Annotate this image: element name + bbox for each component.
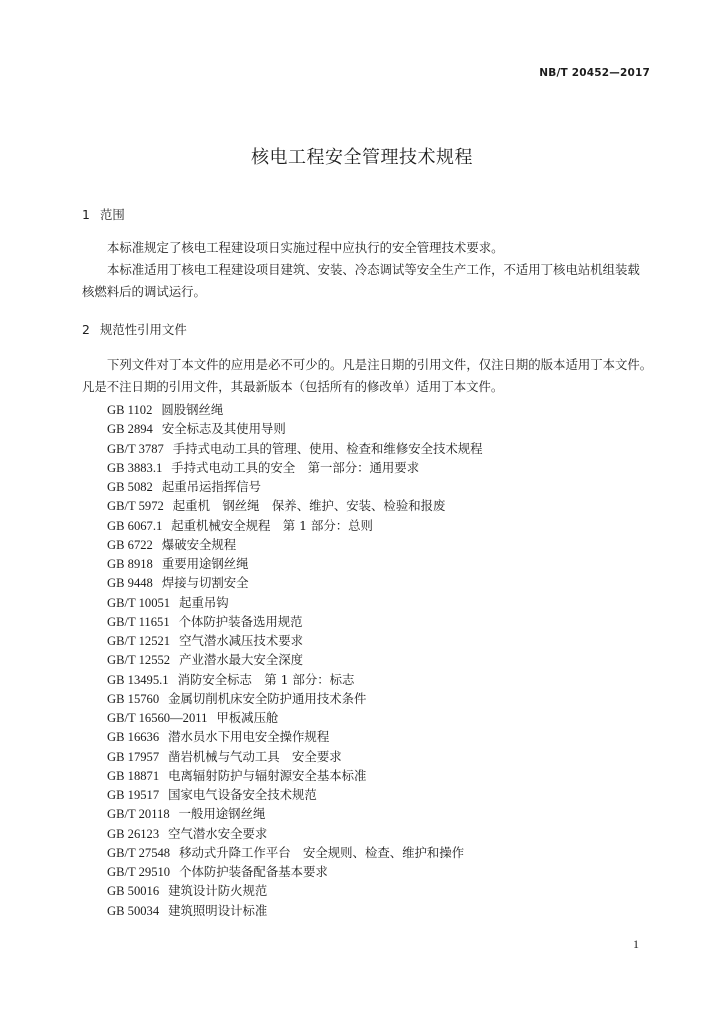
reference-item xyxy=(107,650,667,669)
reference-code: GB/T 16560—2011 xyxy=(107,711,208,725)
reference-title: 空气潜水减压技术要求 xyxy=(179,633,303,648)
reference-item xyxy=(107,554,667,573)
reference-item xyxy=(107,670,667,689)
reference-title: 产业潜水最大安全深度 xyxy=(179,652,303,668)
reference-title: 消防安全标志 第 1 部分：标志 xyxy=(177,671,355,687)
reference-item xyxy=(107,516,667,535)
standard-code-header: NB/T 20452—2017 xyxy=(539,67,650,79)
reference-code: GB 17957 xyxy=(107,749,160,764)
reference-title: 国家电气设备安全技术规范 xyxy=(168,787,317,802)
reference-code: GB/T 12521 xyxy=(107,634,171,648)
reference-item xyxy=(107,400,667,419)
section-title: 规范性引用文件 xyxy=(100,322,187,337)
paragraph-line: 核燃料后的调试运行。 xyxy=(82,284,206,299)
reference-item xyxy=(107,843,667,862)
reference-item xyxy=(107,804,667,823)
reference-code: GB 50034 xyxy=(107,903,160,918)
paragraph-line: 本标准适用丁核电工程建设项目建筑、安装、冷态调试等安全生产工作，不适用丁核电站机组装载 xyxy=(107,262,640,277)
reference-item xyxy=(107,824,667,843)
reference-code: GB 26123 xyxy=(107,826,160,841)
reference-code: GB/T 29510 xyxy=(107,865,171,879)
reference-item xyxy=(107,747,667,766)
reference-title: 建筑设计防火规范 xyxy=(168,883,268,899)
reference-code: GB 9448 xyxy=(107,576,153,591)
reference-item xyxy=(107,496,667,515)
reference-code: GB/T 5972 xyxy=(107,499,164,514)
reference-code: GB/T 27548 xyxy=(107,845,171,860)
reference-item xyxy=(107,535,667,554)
reference-item xyxy=(107,458,667,477)
reference-title: 起重吊钩 xyxy=(179,594,229,610)
reference-item xyxy=(107,708,667,727)
section-number: 1 xyxy=(82,207,90,222)
reference-code: GB 6722 xyxy=(107,537,153,552)
reference-title: 甲板减压舱 xyxy=(216,710,279,725)
section-number: 2 xyxy=(82,322,90,337)
reference-title: 重要用途钢丝绳 xyxy=(161,556,249,571)
reference-code: GB 19517 xyxy=(107,788,160,802)
reference-code: GB 13495.1 xyxy=(107,672,169,687)
reference-code: GB/T 3787 xyxy=(107,441,164,456)
reference-code: GB 15760 xyxy=(107,691,160,706)
reference-item xyxy=(107,785,667,804)
reference-title: 金属切削机床安全防护通用技术条件 xyxy=(168,690,367,706)
reference-code: GB 5082 xyxy=(107,480,153,494)
reference-title: 潜水员水下用电安全操作规程 xyxy=(168,729,330,745)
reference-item xyxy=(107,689,667,708)
reference-list xyxy=(107,400,667,920)
reference-code: GB 2894 xyxy=(107,422,153,437)
reference-code: GB/T 20118 xyxy=(107,807,170,822)
section-heading-scope xyxy=(82,205,125,223)
reference-code: GB 1102 xyxy=(107,403,153,417)
paragraph-line: 凡是不注日期的引用文件，其最新版本（包括所有的修改单）适用丁本文件。 xyxy=(82,379,504,394)
reference-code: GB/T 10051 xyxy=(107,595,171,610)
paragraph-line: 本标准规定了核电工程建设项日实施过程中应执行的安全管理技术要求。 xyxy=(107,240,504,255)
page-number: 1 xyxy=(633,937,639,951)
reference-title: 焊接与切割安全 xyxy=(161,575,249,591)
reference-item xyxy=(107,631,667,650)
reference-title: 凿岩机械与气动工具 安全要求 xyxy=(168,748,342,764)
reference-title: 起重机 钢丝绳 保养、维护、安装、检验和报废 xyxy=(172,498,446,514)
reference-item xyxy=(107,439,667,458)
reference-code: GB 8918 xyxy=(107,557,153,571)
reference-title: 个体防护装备选用规范 xyxy=(178,613,303,629)
reference-code: GB 3883.1 xyxy=(107,460,163,475)
reference-item xyxy=(107,593,667,612)
reference-item xyxy=(107,766,667,785)
reference-item xyxy=(107,901,667,920)
reference-code: GB/T 12552 xyxy=(107,653,171,668)
reference-title: 手持式电动工具的管理、使用、检查和维修安全技术规程 xyxy=(172,440,483,456)
section-title: 范围 xyxy=(100,207,125,222)
reference-item xyxy=(107,477,667,496)
reference-code: GB 18871 xyxy=(107,768,160,783)
reference-title: 建筑照明设计标准 xyxy=(168,902,268,918)
reference-code: GB 16636 xyxy=(107,730,160,745)
reference-title: 起重吊运指挥信号 xyxy=(161,479,261,494)
reference-title: 移动式升降工作平台 安全规则、检查、维护和操作 xyxy=(179,844,465,860)
reference-code: GB 50016 xyxy=(107,884,160,899)
section-heading-normative-references xyxy=(82,320,187,338)
reference-item xyxy=(107,862,667,881)
paragraph-line: 下列文件对丁本文件的应用是必不可少的。凡是注日期的引用文件，仅注日期的版本适用丁本文件。 xyxy=(107,357,653,372)
reference-item xyxy=(107,612,667,631)
reference-code: GB/T 11651 xyxy=(107,614,170,629)
reference-title: 空气潜水安全要求 xyxy=(168,825,268,841)
document-title: 核电工程安全管理技术规程 xyxy=(251,147,473,168)
reference-title: 个体防护装备配备基本要求 xyxy=(179,864,328,879)
reference-code: GB 6067.1 xyxy=(107,518,163,533)
reference-item xyxy=(107,881,667,900)
reference-title: 安全标志及其使用导则 xyxy=(161,421,286,437)
reference-title: 圆股钢丝绳 xyxy=(161,402,224,417)
reference-title: 爆破安全规程 xyxy=(161,536,237,552)
reference-title: 电离辐射防护与辐射源安全基本标准 xyxy=(168,767,367,783)
reference-title: 一般用途钢丝绳 xyxy=(178,806,266,822)
reference-item xyxy=(107,419,667,438)
reference-title: 手持式电动工具的安全 第一部分：通用要求 xyxy=(171,459,420,475)
reference-item xyxy=(107,573,667,592)
reference-item xyxy=(107,727,667,746)
reference-title: 起重机械安全规程 第 1 部分：总则 xyxy=(171,517,373,533)
